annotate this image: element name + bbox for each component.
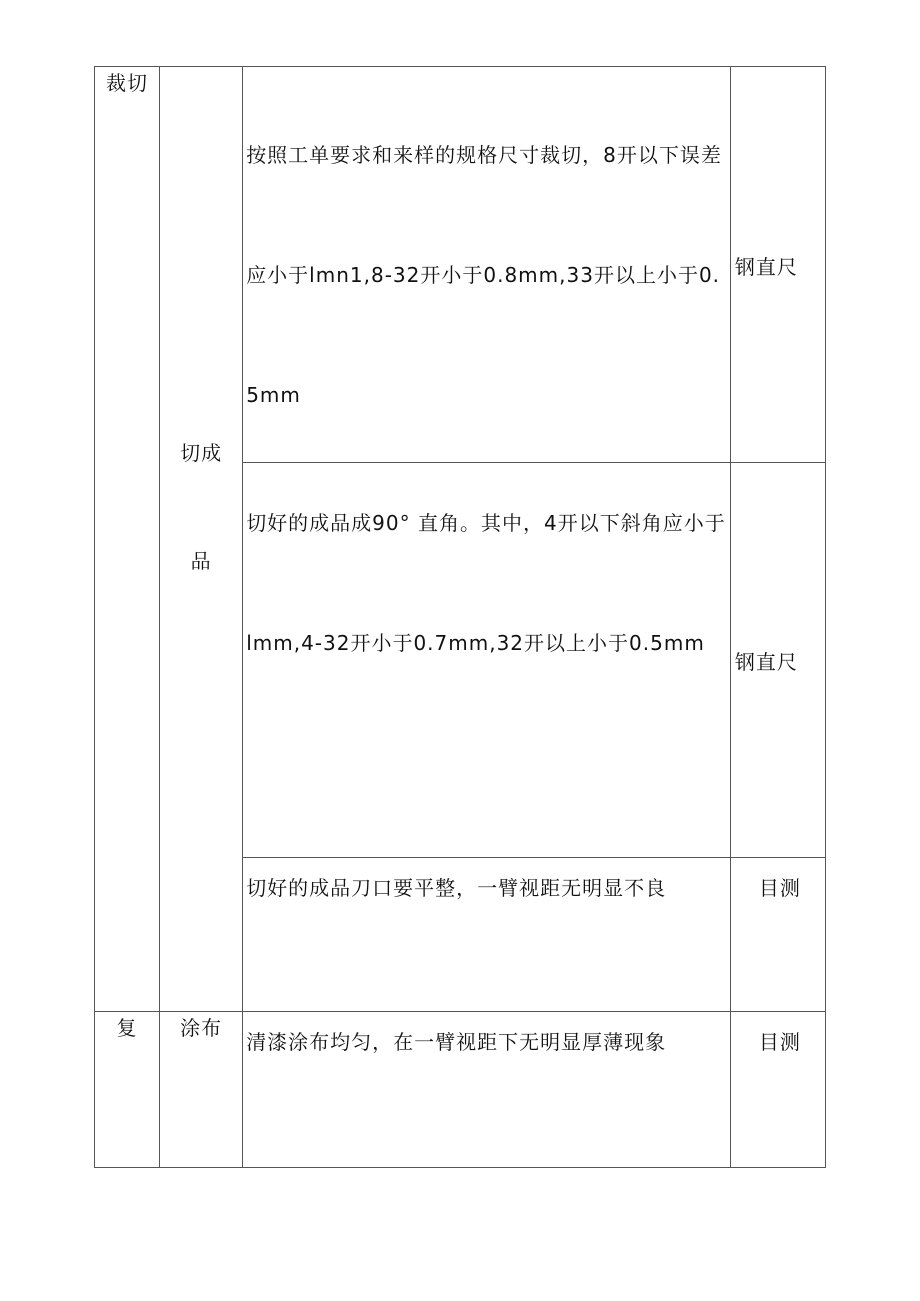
requirement-text: 切好的成品成90° 直角。其中，4开以下斜角应小于lmm,4-32开小于0.7mm,32开以上小于0.5mm: [246, 511, 726, 655]
process-label: 复: [116, 1016, 138, 1040]
subprocess-cell-coating: [160, 1012, 243, 1168]
table-row: [95, 67, 826, 463]
tool-cell: [730, 858, 825, 1012]
requirement-cell: [243, 858, 731, 1012]
tool-cell: [730, 463, 825, 858]
tool-text: 目测: [758, 1030, 801, 1054]
requirement-cell: [243, 463, 731, 858]
requirement-text: 清漆涂布均匀，在一臂视距下无明显厚薄现象: [246, 1030, 667, 1054]
subprocess-label-line1: 切成: [180, 441, 223, 465]
process-label: 裁切: [106, 71, 149, 95]
subprocess-label: 涂布: [180, 1016, 223, 1040]
tool-text: 钢直尺: [734, 255, 798, 279]
tool-text: 钢直尺: [734, 650, 798, 674]
table-row: [95, 1012, 826, 1168]
tool-cell: [730, 67, 825, 463]
subprocess-cell-finished: [160, 67, 243, 1012]
requirement-cell: [243, 1012, 731, 1168]
inspection-spec-table: [94, 66, 826, 1168]
process-cell-repeat: [95, 1012, 160, 1168]
process-cell-cutting: [95, 67, 160, 1012]
subprocess-label-line2: 品: [190, 549, 212, 573]
requirement-text: 切好的成品刀口要平整，一臂视距无明显不良: [246, 876, 667, 900]
requirement-text: 按照工单要求和来样的规格尺寸裁切，8开以下误差应小于lmn1,8-32开小于0.8mm,33开以上小于0.5mm: [246, 143, 722, 407]
tool-text: 目测: [758, 876, 801, 900]
requirement-cell: [243, 67, 731, 463]
tool-cell: [730, 1012, 825, 1168]
